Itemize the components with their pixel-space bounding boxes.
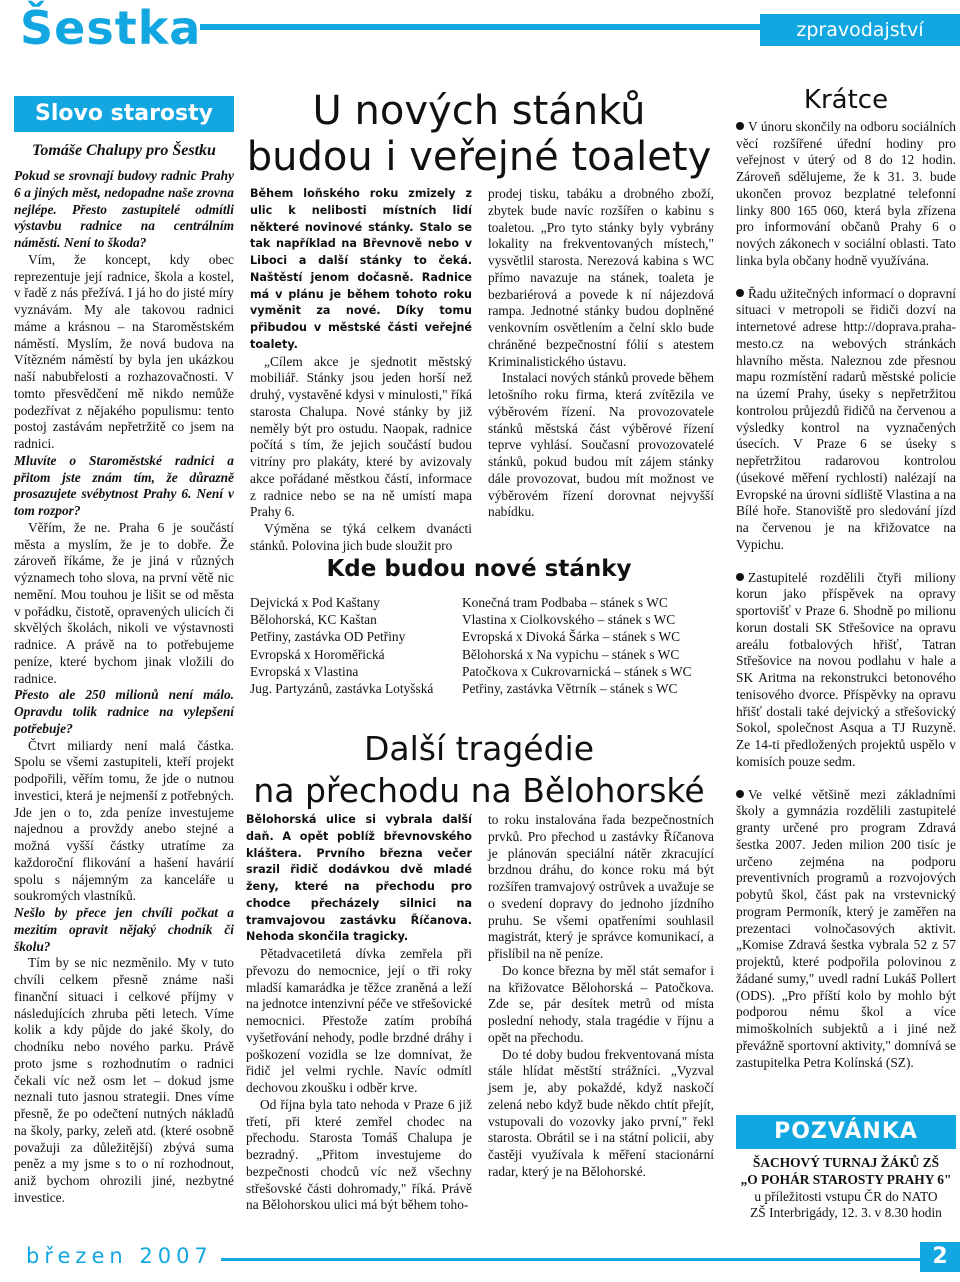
invitation-box	[736, 1115, 956, 1222]
briefs-title: Krátce	[803, 85, 889, 115]
stand-location: Evropská x Horoměřická	[250, 646, 385, 662]
interview-question: Mluvíte o Staroměstské radnici a přitom jste znám tím, že důrazně prosazujete svébytnost Prahy 6. Není v tom rozpor?	[14, 452, 234, 518]
brief-item	[736, 286, 956, 554]
stands-box-title: Kde budou nové stánky	[326, 556, 632, 582]
stand-location: Petřiny, zastávka Větrník – stánek s WC	[462, 681, 678, 697]
article1-lead: Během loňského roku zmizely z ulic k nelibosti místních lidí některé novinové stánky. Stalo se tak například na Břevnově nebo v Liboci a další stánky to čeká. Naštěstí jenom dočasně. Radnice má v plánu je během tohoto roku vyměnit za nové. Díky tomu přibudou v městské části veřejné toalety.	[250, 187, 472, 351]
stand-location: Bělohorská, KC Kaštan	[250, 612, 377, 628]
section-tag: zpravodajství	[760, 14, 960, 46]
article1-paragraph: Výměna se týká celkem dvanácti stánků. Polovina jich bude sloužit pro	[250, 521, 472, 553]
stand-location: Patočkova x Cukrovarnická – stánek s WC	[462, 663, 692, 679]
article1-paragraph: „Cílem akce je sjednotit městský mobiliář. Stánky jsou jeden horší než druhý, vystavěné kdysi v minulosti," říká starosta Chalupa. Nové stánky by již neměly být pro ostudu. Naopak, radnice počítá s tím, že jejich součástí budou vitríny pro plakáty, které by avizovaly akce pořádané městkou částí, informace z radnice nebo se na ně umístí mapa Prahy 6.	[250, 353, 472, 520]
article2-paragraph: Pětadvacetiletá dívka zemřela při převozu do nemocnice, její o tři roky mladší kamarádka je těžce zraněná a leží na jednotce intenzivní péče ve střešovické nemocnici. Přestože zatím probíhá vyšetřování nehody, podle brzdné dráhy i poškození vozidla se lze domnívat, že řidič jel velmi rychle. Navíc odmítl dechovou zkoušku i odběr krve.	[246, 946, 472, 1095]
article2-paragraph: to roku instalována řada bezpečnostních prvků. Pro přechod u zastávky Říčanova je plánován speciální nátěr zkracující brzdnou dráhu, do konce roku má být rozšířen tramvajový ostrůvek a uvažuje se o svedení dopravy do jednoho jízdního pruhu. Se všemi opatřeními souhlasil magistrát, který je správce komunikací, a přislíbil na ně peníze.	[488, 812, 714, 961]
stand-location: Dejvická x Pod Kaštany	[250, 595, 380, 610]
article2-headline	[234, 728, 724, 812]
invitation-title: POZVÁNKA	[736, 1115, 956, 1149]
bullet-icon	[736, 289, 744, 297]
interview-answer: Čtvrt miliardy není malá částka. Spolu se všemi zastupiteli, kteří projekt podpořili, věřím tomu, že jde o nutnou investici, která je nejmenší z potřebných. Jde jen o to, zda peníze investujeme najednou a provždy anebo stejné a možná vyšší částky utratíme za každoroční flikování a hašení havárií spolu s nájemným za kanceláře u soukromých vlastníků.	[14, 737, 234, 904]
article2-paragraph: Do konce března by měl stát semafor i na křižovatce Bělohorská – Patočkova. Zde se, pár desítek metrů od místa poslední nehody, stala tragédie v říjnu a opět na přechodu.	[488, 962, 714, 1045]
interview-answer: Tím by se nic nezměnilo. My v tuto chvíli celkem přesně známe naši finanční situaci i celkové příjmy v následujících zhruba pěti letech. Víme kolik a kdy půjde do jaké školy, do chodníku nebo nového parku. Právě proto jsme s rozhodnutím o radnici čekali víc než osm let – dokud jsme neznali tuto jasnou strategii. Dnes víme přesně, že po odečtení nutných nákladů na školy, parky, zeleň atd. (které osobně považuji za důležitější) zbývá suma peněz a my jsme s to o ní rozhodnout, aniž bychom ohrozili jiné, nezbytné investice.	[14, 955, 234, 1205]
headline-line: U nových stánků	[312, 88, 646, 134]
bullet-icon	[736, 122, 744, 130]
stand-location: Konečná tram Podbaba – stánek s WC	[462, 595, 668, 610]
invitation-line: u příležitosti vstupu ČR do NATO	[754, 1188, 938, 1204]
article2-paragraph: Od října byla tato nehoda v Praze 6 již třetí, při které zemřel chodec na přechodu. Starosta Tomáš Chalupa je bezradný. „Přitom investujeme do bezpečnosti chodců víc než všechny střešovské části dohromady," říká. Právě na Bělohorskou ulici má být během toho-	[246, 1096, 472, 1213]
headline-line: budou i veřejné toalety	[246, 134, 712, 180]
masthead-title: Šestka	[20, 1, 202, 55]
bullet-icon	[736, 790, 744, 798]
brief-text: Ve velké většině mezi základními školy a gymnázia rozdělili zastupitelé granty určené pro program Zdravá šestka 2007. Jeden milion 200 tisíc je určeno zejména na podporu preventivních programů a rozvojových pobytů škol, část pak na vrstevnický program Permoník, který je zaměřen na prezentaci volnočasových aktivit. „Komise Zdravá šestka vybrala 52 z 57 projektů, které podpořila polovinou z žádané sumy," uvedl radní Lukáš Pollert (ODS). „Pro příští kolo by mohlo být podporou nému škol a více mimoškolních subjektů a i jiné než převážně sportovní aktivity," domnívá se zastupitelka Petra Kolínská (SZ).	[736, 786, 956, 1070]
invitation-line: ŠACHOVÝ TURNAJ ŽÁKŮ ZŠ	[752, 1155, 940, 1170]
stand-location: Petřiny, zastávka OD Petřiny	[250, 629, 406, 645]
stands-list-right	[462, 594, 720, 697]
article1-column-b	[488, 186, 714, 521]
invitation-line: „O POHÁR STAROSTY PRAHY 6"	[740, 1171, 952, 1187]
bullet-icon	[736, 573, 744, 581]
article2-paragraph: Do té doby budou frekventovaná místa stále hlídat městští strážníci. „Vyzval jsem je, aby pokaždé, když naskočí zelená nebo když bude někdo chtít přejít, vstupovali do vozovky jako první," řekl starosta. Obrátil se i na státní policii, aby častěji využívala k měření stacionární radar, který je na Bělohorské.	[488, 1046, 714, 1179]
issue-date: březen 2007	[26, 1244, 221, 1268]
stand-location: Evropská x Divoká Šárka – stánek s WC	[462, 629, 681, 645]
interview-question: Pokud se srovnají budovy radnic Prahy 6 a jiných měst, nedopadne naše zrovna nejlépe. Přesto zastupitelé odmítli výstavbu radnice na centrálním náměstí. Není to škoda?	[14, 168, 234, 250]
interview-answer: Věřím, že ne. Praha 6 je součástí města a myslím, že je to dobře. Že zároveň říkáme, že je jiná v různých významech toho slova, na první větě nic nemění. Mou touhou je lišit se od města v pořádku, čistotě, opravených ulicích či skvělých školách, nikoli ve výstavnosti radnice. A právě na to potřebujeme peníze, které bychom jinak vložili do radnice.	[14, 519, 234, 686]
stand-location: Vlastina x Ciolkovského – stánek s WC	[462, 612, 676, 628]
brief-item	[736, 787, 956, 1072]
brief-text: Zastupitelé rozdělili čtyři miliony korun jako příspěvek na opravy sportovišť v Praze 6. Shodně po milionu korun dostali SK Střešovice na opravu areálu fotbalových hřišť, Tatran Střešovice na novou podlahu v hale a SK Aritma na rekonstrukci betonového tenisového dvorce. Příspěvky na opravu hřišť dostali také dejvický a střešovický Sokol, společnost Asqua a TJ Ruzyně. Ze 14-ti předložených projektů uspělo v komisích pouze sedm.	[736, 569, 956, 769]
brief-text: V únoru skončily na odboru sociálních věcí rozšířené úřední hodiny pro veřejnost v úterý od 8 do 12 hodin. Zároveň sdělujeme, že k 31. 3. bude ukončen provoz bezplatné telefonní linky 800 165 060, která byla zřízena pro informování občanů Prahy 6 o nových zákonech v sociální oblasti. Tato linka byla občany hodně využívána.	[736, 118, 956, 268]
mayor-column	[14, 96, 234, 1207]
stand-location: Jug. Partyzánů, zastávka Lotyšská	[250, 681, 434, 697]
brief-item	[736, 570, 956, 771]
headline-line: Další tragédie	[363, 729, 595, 768]
interview-answer: Vím, že koncept, kdy obec reprezentuje její radnice, škola a kostel, v řadě z nás přežívá. I já ho do jisté míry vyznávám. My ale takovou radnici máme a krásnou – na Staroměstském náměstí. Myslím, že nová budova na Vítězném náměstí by byla jen ukázkou naší nabubřelosti a rozhazovačnosti. V tomto přesvědčení mě nikdo nemůže podezřívat z nějakého populismu: tento postoj zastávám nepřetržitě co jsem na radnici.	[14, 251, 234, 451]
invitation-line: ZŠ Interbrigády, 12. 3. v 8.30 hodin	[750, 1205, 942, 1221]
stands-list-left	[250, 594, 460, 697]
article1-headline	[244, 88, 714, 180]
headline-line: na přechodu na Bělohorské	[253, 771, 705, 810]
interview-question: Přesto ale 250 milionů není málo. Opravdu tolik radnice na vylepšení potřebuje?	[14, 687, 234, 736]
article2-column-a	[246, 812, 472, 1214]
article2-lead: Bělohorská ulice si vybrala další daň. A opět poblíž břevnovského kláštera. Prvního března večer srazil řidič dodávkou dvě mladé ženy, které na přechodu pro chodce přecházely silnici na tramvajovou zastávku Říčanova. Nehoda skončila tragicky.	[246, 813, 472, 944]
article2-column-b	[488, 812, 714, 1181]
stand-location: Evropská x Vlastina	[250, 663, 359, 679]
page-number: 2	[920, 1242, 960, 1272]
brief-text: Řadu užitečných informací o dopravní situaci v metropoli se řidiči dozví na internetové adrese http://doprava.praha-mesto.cz na webových stránkách hlavního města. Naleznou zde přesnou mapu rozmístění radarů městské policie na území Prahy, úseky s nepřetržitou kontrolou průjezdů řidičů na červenou a výsledky kontrol na vyznačených úsecích. V Praze 6 se úseky s nepřetržitou radarovou kontrolou (úsekové měření rychlosti) nalézají na Evropské na úrovni sídliště Vlastina a na Bílé hoře. Stanoviště pro sledování jízd na červenou je na křižovatce na Vypichu.	[736, 285, 956, 552]
mayor-column-subtitle: Tomáše Chalupy pro Šestku	[32, 142, 216, 159]
interview-question: Nešlo by přece jen chvíli počkat a mezitím opravit nějaký chodník či školu?	[14, 905, 234, 954]
article1-paragraph: Instalaci nových stánků provede během letošního roku firma, která zvítězila ve výběrovém řízení. Na provozovatele stánků městská část výběrové řízení teprve vyhlásí. Současní provozovatelé stánků, pokud budou mít zájem stánky dále provozovat, budou mít možnost ve výběrovém řízení dorovnat nejvyšší nabídku.	[488, 370, 714, 520]
briefs-column	[736, 85, 956, 1087]
article1-column-a	[250, 186, 472, 555]
header-rule	[200, 24, 760, 30]
stand-location: Bělohorská x Na vypichu – stánek s WC	[462, 646, 680, 662]
article1-paragraph: prodej tisku, tabáku a drobného zboží, zbytek bude navíc rozšířen o kabinu s toaletou. „Pro tyto stánky byly vybrány lokality na frekventovaných místech," vysvětlil starosta. Nerezová kabina s WC přímo navazuje na stánek, toaleta je bezbariérová a povede k ní nájezdová rampa. Jednotné stánky budou doplněné venkovním osvětlením a čelní sklo bude chráněné bezpečnostní fólií s atestem Kriminalistického ústavu.	[488, 186, 714, 369]
footer-rule	[200, 1258, 920, 1261]
mayor-column-title: Slovo starosty	[14, 96, 234, 132]
brief-item	[736, 119, 956, 270]
